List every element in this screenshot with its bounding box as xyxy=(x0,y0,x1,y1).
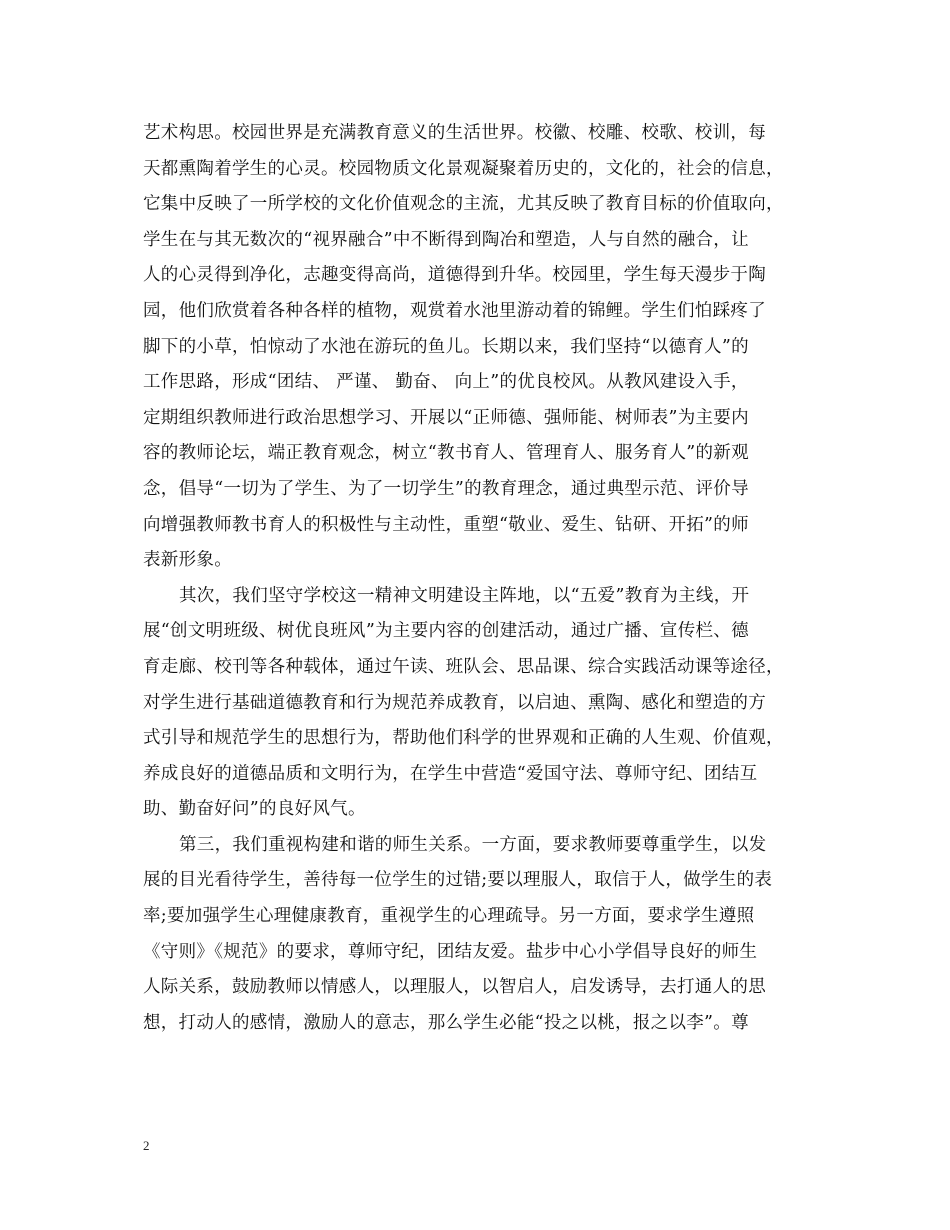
text-line: 念，倡导“一切为了学生、为了一切学生”的教育理念，通过典型示范、评价导 xyxy=(143,478,749,499)
text-line: 想，打动人的感情，激励人的意志，那么学生必能“投之以桃，报之以李”。尊 xyxy=(143,1012,749,1033)
text-line: 展的目光看待学生，善待每一位学生的过错;要以理服人，取信于人，做学生的表 xyxy=(143,870,773,891)
text-line: 表新形象。 xyxy=(143,550,232,571)
text-line: 它集中反映了一所学校的文化价值观念的主流，尤其反映了教育目标的价值取向， xyxy=(143,194,784,215)
text-line: 助、勤奋好问”的良好风气。 xyxy=(143,799,366,820)
text-line: 脚下的小草，怕惊动了水池在游玩的鱼儿。长期以来，我们坚持“以德育人”的 xyxy=(143,336,749,357)
text-line: 对学生进行基础道德教育和行为规范养成教育，以启迪、熏陶、感化和塑造的方 xyxy=(143,692,766,713)
page-number: 2 xyxy=(143,1138,150,1153)
body-text xyxy=(143,116,807,1041)
text-line: 人际关系，鼓励教师以情感人，以理服人，以智启人，启发诱导，去打通人的思 xyxy=(143,977,766,998)
text-line: 养成良好的道德品质和文明行为，在学生中营造“爱国守法、尊师守纪、团结互 xyxy=(143,763,758,784)
text-line: 天都熏陶着学生的心灵。校园物质文化景观凝聚着历史的，文化的，社会的信息， xyxy=(143,158,784,179)
text-line: 容的教师论坛，端正教育观念，树立“教书育人、管理育人、服务育人”的新观 xyxy=(143,443,749,464)
text-line: 定期组织教师进行政治思想学习、开展以“正师德、强师能、树师表”为主要内 xyxy=(143,407,749,428)
text-line: 园，他们欣赏着各种各样的植物，观赏着水池里游动着的锦鲤。学生们怕踩疼了 xyxy=(143,300,766,321)
text-line: 育走廊、校刊等各种载体，通过午读、班队会、思品课、综合实践活动课等途径， xyxy=(143,656,784,677)
paragraph-3 xyxy=(143,828,807,1042)
text-line: 第三，我们重视构建和谐的师生关系。一方面，要求教师要尊重学生，以发 xyxy=(179,834,767,855)
paragraph-2 xyxy=(143,579,807,828)
text-line: 式引导和规范学生的思想行为，帮助他们科学的世界观和正确的人生观、价值观， xyxy=(143,728,784,749)
text-line: 学生在与其无数次的“视界融合”中不断得到陶冶和塑造，人与自然的融合，让 xyxy=(143,229,749,250)
text-line: 其次，我们坚守学校这一精神文明建设主阵地，以“五爱”教育为主线，开 xyxy=(179,585,750,606)
paragraph-1 xyxy=(143,116,807,579)
text-line: 展“创文明班级、树优良班风”为主要内容的创建活动，通过广播、宣传栏、德 xyxy=(143,621,749,642)
text-line: 向增强教师教书育人的积极性与主动性，重塑“敬业、爱生、钻研、开拓”的师 xyxy=(143,514,749,535)
text-line: 艺术构思。校园世界是充满教育意义的生活世界。校徽、校雕、校歌、校训，每 xyxy=(143,123,766,143)
text-line: 人的心灵得到净化，志趣变得高尚，道德得到升华。校园里，学生每天漫步于陶 xyxy=(143,265,766,286)
text-line: 工作思路，形成“团结、 严谨、 勤奋、 向上”的优良校风。从教风建设入手， xyxy=(143,372,749,393)
text-line: 率;要加强学生心理健康教育，重视学生的心理疏导。另一方面，要求学生遵照 xyxy=(143,906,755,927)
text-line: 《守则》《规范》的要求，尊师守纪，团结友爱。盐步中心小学倡导良好的师生 xyxy=(143,941,758,962)
